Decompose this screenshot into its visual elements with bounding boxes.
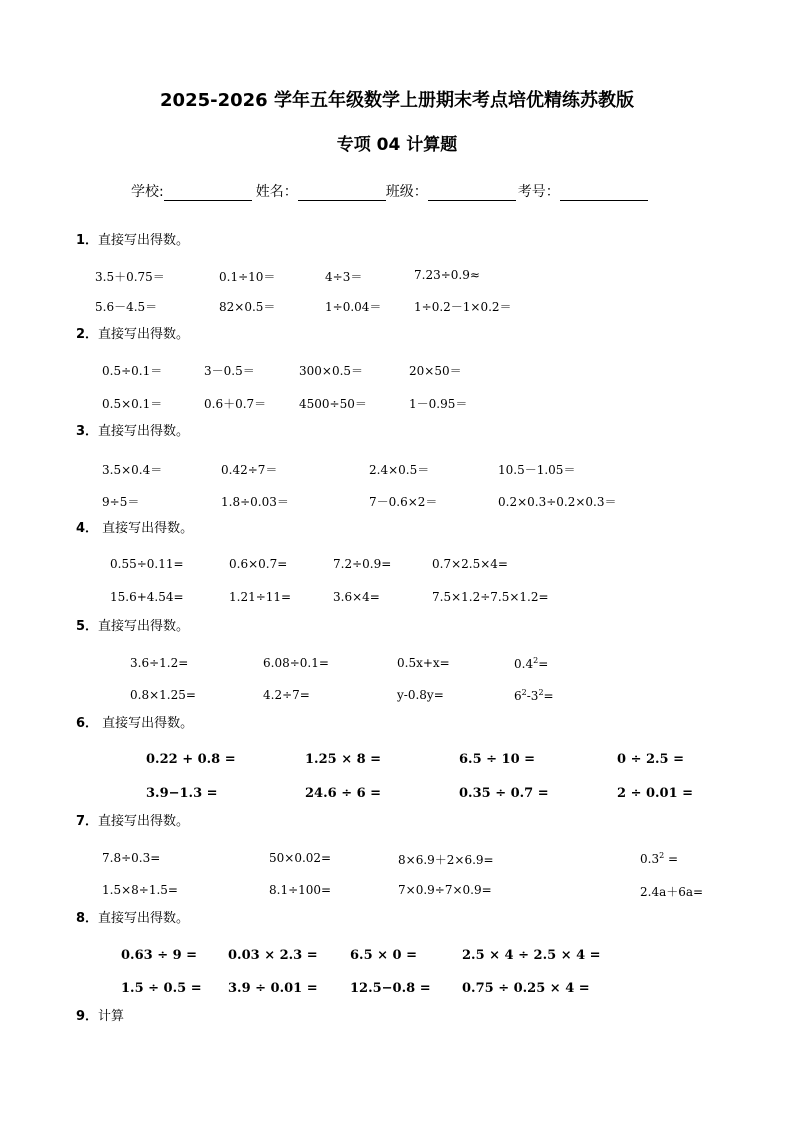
calc-problem: $0.4^2=$ [514, 656, 549, 671]
calc-problem: 0.2×0.3÷0.2×0.3＝ [498, 495, 617, 509]
calc-problem: 0.5÷0.1＝ [102, 364, 163, 378]
question-heading [76, 712, 193, 731]
question-prompt: 直接写出得数。 [98, 424, 190, 439]
question-prompt: 计算 [98, 1009, 125, 1024]
calc-problem: 82×0.5＝ [219, 300, 276, 314]
calc-problem: 6.5 × 0 = [350, 948, 418, 963]
calc-problem: 5.6－4.5＝ [95, 300, 158, 314]
calc-problem: 1.25 × 8 = [305, 752, 382, 767]
calc-problem: 4÷3＝ [325, 270, 363, 284]
calc-problem: $6^2-3^2=$ [514, 688, 554, 703]
question-heading [76, 229, 189, 248]
page-subtitle: 专项 04 计算题 [336, 135, 458, 155]
calc-problem: 300×0.5＝ [299, 364, 364, 378]
calc-problem: $0.3^2$ = [640, 851, 679, 866]
question-number: 1． [76, 233, 99, 248]
question-prompt: 直接写出得数。 [98, 911, 190, 926]
calc-problem: 2 ÷ 0.01 = [617, 786, 694, 801]
calc-problem: 3.9−1.3 = [146, 786, 218, 801]
class-blank [428, 186, 516, 201]
question-number: 4． [76, 521, 99, 536]
calc-problem: 0.03 × 2.3 = [228, 948, 318, 963]
calc-problem: 50×0.02= [269, 851, 332, 865]
calc-problem: 0.75 ÷ 0.25 × 4 = [462, 981, 590, 996]
calc-problem: 0.55÷0.11= [110, 557, 184, 571]
calc-problem: 8×6.9＋2×6.9= [398, 853, 494, 867]
calc-problem: 1÷0.04＝ [325, 300, 382, 314]
question-prompt: 直接写出得数。 [98, 814, 190, 829]
calc-problem: 0.35 ÷ 0.7 = [459, 786, 549, 801]
question-prompt: 直接写出得数。 [98, 716, 194, 731]
question-heading [76, 323, 189, 342]
calc-problem: 0.1÷10＝ [219, 270, 276, 284]
calc-problem: 0.6×0.7= [229, 557, 288, 571]
exam-no-blank [560, 186, 648, 201]
calc-problem: 10.5－1.05＝ [498, 463, 576, 477]
question-heading [76, 907, 189, 926]
question-heading [76, 615, 189, 634]
calc-problem: 3.5×0.4＝ [102, 463, 163, 477]
calc-problem: 3.5＋0.75＝ [95, 270, 165, 284]
calc-problem: 2.4×0.5＝ [369, 463, 430, 477]
calc-problem: 6.08÷0.1= [263, 656, 329, 670]
calc-problem: 4.2÷7= [263, 688, 310, 702]
calc-problem: 0.63 ÷ 9 = [121, 948, 198, 963]
calc-problem: 1÷0.2－1×0.2＝ [414, 300, 512, 314]
calc-problem: 7.8÷0.3= [102, 851, 161, 865]
calc-problem: y-0.8y= [397, 688, 444, 702]
calc-problem: 15.6+4.54= [110, 590, 184, 604]
question-heading [76, 1005, 124, 1024]
calc-problem: 0.7×2.5×4= [432, 557, 508, 571]
calc-problem: 0.6＋0.7＝ [204, 397, 267, 411]
calc-problem: 3－0.5＝ [204, 364, 255, 378]
question-heading [76, 420, 189, 439]
calc-problem: 7×0.9÷7×0.9= [398, 883, 492, 897]
calc-problem: 7.2÷0.9= [333, 557, 392, 571]
calc-problem: 6.5 ÷ 10 = [459, 752, 536, 767]
question-number: 3． [76, 424, 99, 439]
calc-problem: 9÷5＝ [102, 495, 140, 509]
calc-problem: 0.5×0.1＝ [102, 397, 163, 411]
calc-problem: 20×50＝ [409, 364, 462, 378]
calc-problem: 3.6×4= [333, 590, 380, 604]
question-prompt: 直接写出得数。 [98, 521, 194, 536]
exam-no-label: 考号： [517, 184, 560, 200]
calc-problem: 1.21÷11= [229, 590, 292, 604]
school-label: 学校: [131, 184, 164, 200]
calc-problem: 7.23÷0.9≈ [414, 268, 480, 282]
calc-problem: 0.5x+x= [397, 656, 450, 670]
calc-problem: 1.8÷0.03＝ [221, 495, 289, 509]
calc-problem: 1－0.95＝ [409, 397, 468, 411]
calc-problem: 4500÷50＝ [299, 397, 367, 411]
calc-problem: 7－0.6×2＝ [369, 495, 438, 509]
question-number: 9． [76, 1009, 99, 1024]
question-number: 2． [76, 327, 99, 342]
school-blank [164, 186, 252, 201]
calc-problem: 3.6÷1.2= [130, 656, 189, 670]
calc-problem: 0.8×1.25= [130, 688, 196, 702]
name-label: 姓名： [255, 184, 298, 200]
student-info-row [131, 181, 648, 201]
calc-problem: 3.9 ÷ 0.01 = [228, 981, 318, 996]
question-number: 8． [76, 911, 99, 926]
question-number: 6． [76, 716, 99, 731]
question-prompt: 直接写出得数。 [98, 233, 190, 248]
question-prompt: 直接写出得数。 [98, 619, 190, 634]
name-blank [298, 186, 386, 201]
question-heading [76, 517, 193, 536]
calc-problem: 24.6 ÷ 6 = [305, 786, 382, 801]
calc-problem: 0.42÷7＝ [221, 463, 278, 477]
calc-problem: 0 ÷ 2.5 = [617, 752, 685, 767]
calc-problem: 2.5 × 4 ÷ 2.5 × 4 = [462, 948, 601, 963]
class-label: 班级： [385, 184, 428, 200]
page-title: 2025-2026 学年五年级数学上册期末考点培优精练苏教版 [160, 90, 634, 111]
calc-problem: 1.5 ÷ 0.5 = [121, 981, 202, 996]
calc-problem: 2.4a＋6a= [640, 885, 704, 899]
calc-problem: 1.5×8÷1.5= [102, 883, 178, 897]
calc-problem: 8.1÷100= [269, 883, 332, 897]
question-number: 7． [76, 814, 99, 829]
question-heading [76, 810, 189, 829]
question-number: 5． [76, 619, 99, 634]
question-prompt: 直接写出得数。 [98, 327, 190, 342]
calc-problem: 12.5−0.8 = [350, 981, 431, 996]
calc-problem: 0.22 + 0.8 = [146, 752, 236, 767]
calc-problem: 7.5×1.2÷7.5×1.2= [432, 590, 549, 604]
